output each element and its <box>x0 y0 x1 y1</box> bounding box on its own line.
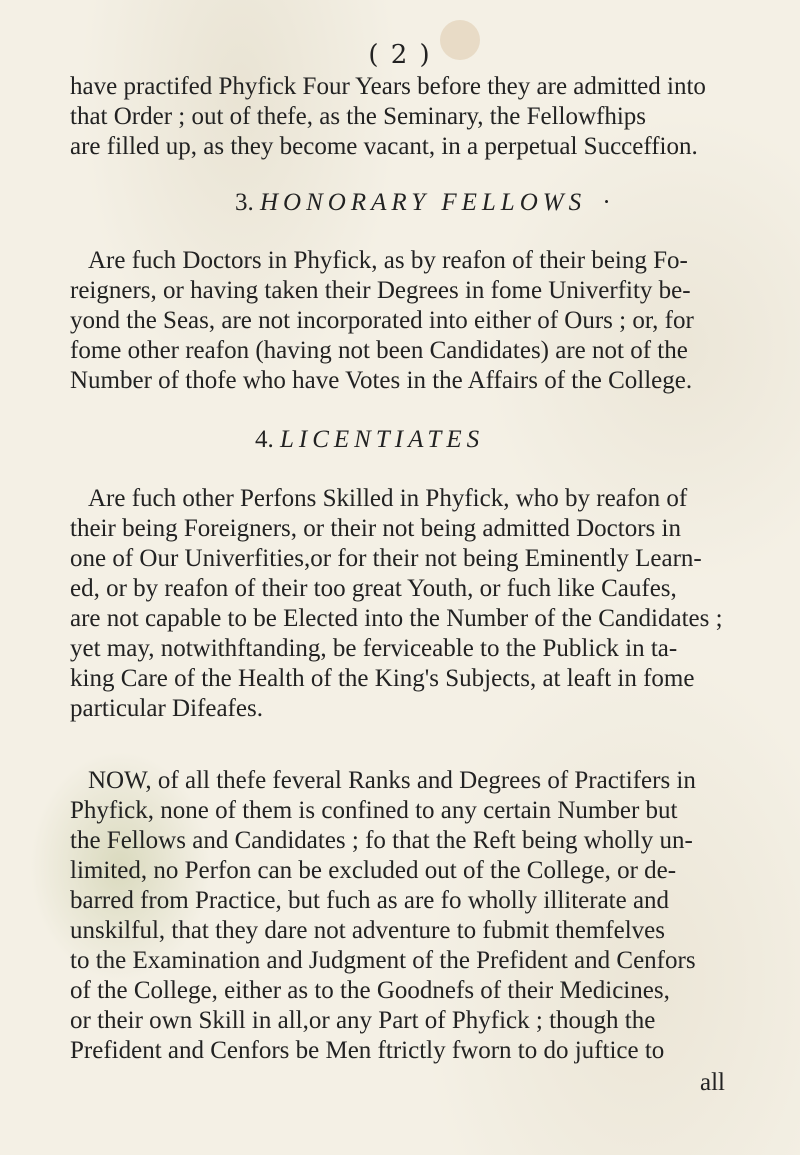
catchword: all <box>700 1069 725 1096</box>
closing-line-8: of the College, either as to the Goodnefs of their Medicines, <box>70 977 670 1004</box>
section-heading-licentiates <box>255 425 484 455</box>
section-4-line-7: king Care of the Health of the King's Subjects, at leaft in fome <box>70 665 695 692</box>
intro-line-1: have practifed Phyfick Four Years before they are admitted into <box>70 73 706 100</box>
section-3-line-4: fome other reafon (having not been Candidates) are not of the <box>70 337 688 364</box>
closing-line-5: barred from Practice, but fuch as are fo wholly illiterate and <box>70 887 670 914</box>
page-number: ( 2 ) <box>368 40 432 70</box>
closing-line-9: or their own Skill in all,or any Part of Phyfick ; though the <box>70 1007 656 1034</box>
closing-line-7: to the Examination and Judgment of the Prefident and Cenfors <box>70 947 696 974</box>
section-3-line-1: Are fuch Doctors in Phyfick, as by reafon of their being Fo- <box>88 247 688 274</box>
section-4-line-5: are not capable to be Elected into the Number of the Candidates ; <box>70 605 723 632</box>
section-4-line-6: yet may, notwithftanding, be ferviceable to the Publick in ta- <box>70 635 678 662</box>
section-number: 3. <box>235 189 254 216</box>
closing-line-10: Prefident and Cenfors be Men ftrictly fworn to do juftice to <box>70 1037 665 1064</box>
closing-line-4: limited, no Perfon can be excluded out of the College, or de- <box>70 857 677 884</box>
section-4-line-4: ed, or by reafon of their too great Youth, or fuch like Caufes, <box>70 575 677 602</box>
section-heading-honorary-fellows <box>235 188 611 218</box>
section-3-line-5: Number of thofe who have Votes in the Affairs of the College. <box>70 367 693 394</box>
section-4-line-2: their being Foreigners, or their not being admitted Doctors in <box>70 515 681 542</box>
closing-line-3: the Fellows and Candidates ; fo that the Reft being wholly un- <box>70 827 693 854</box>
section-3-line-2: reigners, or having taken their Degrees in fome Univerfity be- <box>70 277 691 304</box>
section-number: 4. <box>255 426 274 453</box>
closing-line-2: Phyfick, none of them is confined to any certain Number but <box>70 797 678 824</box>
closing-line-6: unskilful, that they dare not adventure to fubmit themfelves <box>70 917 665 944</box>
section-title: LICENTIATES <box>280 426 485 453</box>
section-4-line-1: Are fuch other Perfons Skilled in Phyfick, who by reafon of <box>88 485 688 512</box>
section-4-line-3: one of Our Univerfities,or for their not being Eminently Learn- <box>70 545 702 572</box>
intro-line-3: are filled up, as they become vacant, in a perpetual Succeffion. <box>70 133 698 160</box>
closing-line-1: NOW, of all thefe feveral Ranks and Degrees of Practifers in <box>88 767 696 794</box>
section-4-line-8: particular Difeafes. <box>70 695 263 722</box>
section-3-line-3: yond the Seas, are not incorporated into either of Ours ; or, for <box>70 307 694 334</box>
section-title: HONORARY FELLOWS <box>260 189 587 216</box>
intro-line-2: that Order ; out of thefe, as the Seminary, the Fellowfhips <box>70 103 647 130</box>
section-trail: · <box>602 189 611 216</box>
